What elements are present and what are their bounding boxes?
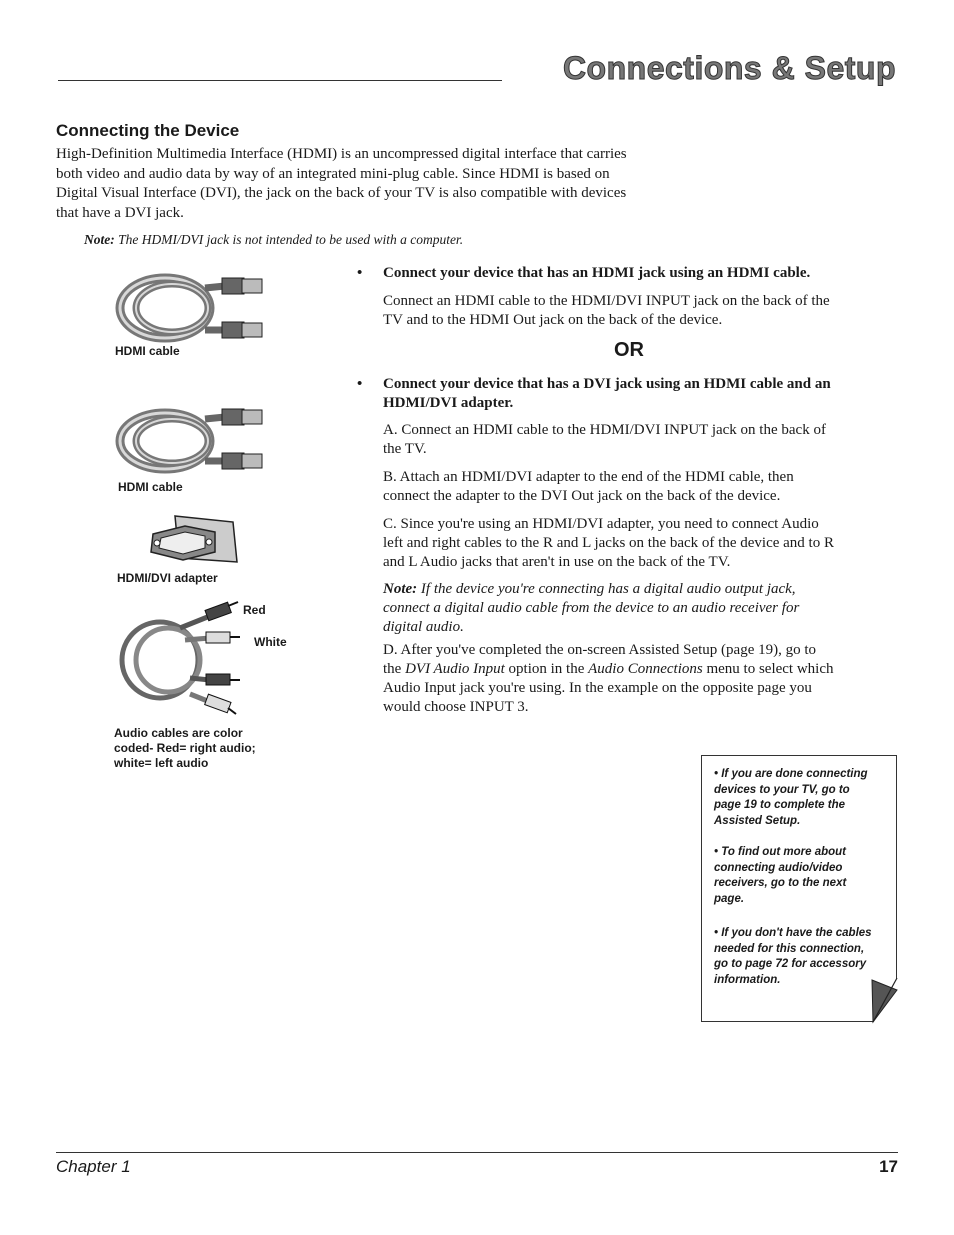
step-line: and L Audio jacks that aren't in use on the back of the TV. [383, 554, 731, 570]
dvi-audio-input-term: DVI Audio Input [405, 661, 505, 677]
note-line: digital audio. [383, 619, 464, 635]
tip-assisted-setup: • If you are done connecting devices to your TV, go to page 19 to complete the Assisted Setup. [714, 768, 868, 827]
hdmi-dvi-adapter-illustration [145, 512, 240, 570]
adapter-label: HDMI/DVI adapter [117, 571, 218, 585]
note-line: connect a digital audio cable from the device to an audio receiver for [383, 600, 800, 616]
note-label: Note: [84, 232, 115, 247]
intro-line: Digital Visual Interface (DVI), the jack on the back of your TV is also compatible with devices [56, 185, 627, 201]
hdmi-cable-illustration-1 [110, 268, 280, 348]
body-line: TV and to the HDMI Out jack on the back of the device. [383, 312, 723, 328]
intro-paragraph [56, 145, 696, 223]
body-line: Connect an HDMI cable to the HDMI/DVI INPUT jack on the back of the [383, 293, 830, 309]
hdmi-cable-illustration-2 [110, 403, 280, 478]
white-cable-label: White [254, 635, 287, 649]
bullet-dot: • [357, 376, 363, 392]
bullet-hdmi [357, 264, 897, 283]
step-c [383, 515, 903, 572]
step-b [383, 468, 898, 506]
audio-cables-illustration [110, 598, 250, 720]
step-line: the DVI Audio Input option in the Audio Connections menu to select which [383, 661, 834, 677]
note-label: Note: [383, 581, 418, 597]
audio-connections-term: Audio Connections [588, 661, 703, 677]
hdmi-cable-label-1: HDMI cable [115, 344, 180, 358]
bullet-dot: • [357, 265, 363, 281]
bullet-dvi-heading [383, 375, 897, 413]
note-line: Note: If the device you're connecting has a digital audio output jack, [383, 581, 796, 597]
tip-receivers: • To find out more about connecting audio/video receivers, go to the next page. [714, 846, 847, 905]
intro-line: both video and audio data by way of an integrated mini-plug cable. Since HDMI is based on [56, 165, 610, 182]
step-line: left and right cables to the R and L jacks on the back of the device and to R [383, 535, 834, 551]
digital-audio-note [383, 580, 898, 637]
step-line: the TV. [383, 441, 427, 457]
computer-note [84, 232, 463, 248]
heading-line: Connect your device that has a DVI jack using an HDMI cable and an [383, 376, 831, 392]
intro-line: High-Definition Multimedia Interface (HDMI) is an uncompressed digital interface that carries [56, 146, 627, 162]
bullet-dvi [357, 375, 897, 413]
step-line: C. Since you're using an HDMI/DVI adapter, you need to connect Audio [383, 516, 819, 532]
page-number: 17 [879, 1157, 898, 1176]
step-d [383, 641, 903, 717]
or-divider: OR [614, 339, 644, 361]
red-cable-label: Red [243, 603, 266, 617]
heading-line: HDMI/DVI adapter. [383, 395, 514, 411]
audio-caption [114, 726, 256, 771]
tip-accessories: • If you don't have the cables needed for this connection, go to page 72 for accessory information. [714, 927, 872, 986]
header-rule [58, 80, 502, 81]
step-line: D. After you've completed the on-screen Assisted Setup (page 19), go to [383, 642, 817, 658]
audio-caption-line: coded- Red= right audio; [114, 741, 256, 755]
page-curl-icon [871, 978, 899, 1024]
hdmi-cable-label-2: HDMI cable [118, 480, 183, 494]
step-line: connect the adapter to the DVI Out jack on the back of the device. [383, 488, 781, 504]
footer-rule [56, 1152, 898, 1153]
chapter-label: Chapter 1 [56, 1157, 131, 1176]
step-line: would choose INPUT 3. [383, 699, 529, 715]
section-heading: Connecting the Device [56, 121, 240, 140]
step-a [383, 421, 898, 459]
audio-caption-line: Audio cables are color [114, 726, 243, 740]
page-title: Connections & Setup [562, 50, 896, 86]
step-line: Audio Input jack you're using. In the example on the opposite page you [383, 680, 812, 696]
bullet-hdmi-heading: Connect your device that has an HDMI jack using an HDMI cable. [383, 265, 811, 281]
step-line: A. Connect an HDMI cable to the HDMI/DVI INPUT jack on the back of [383, 422, 826, 438]
note-text: The HDMI/DVI jack is not intended to be used with a computer. [114, 232, 464, 247]
intro-line: that have a DVI jack. [56, 204, 184, 221]
bullet-hdmi-body [383, 292, 898, 330]
audio-caption-line: white= left audio [114, 756, 209, 770]
step-line: B. Attach an HDMI/DVI adapter to the end of the HDMI cable, then [383, 469, 794, 485]
